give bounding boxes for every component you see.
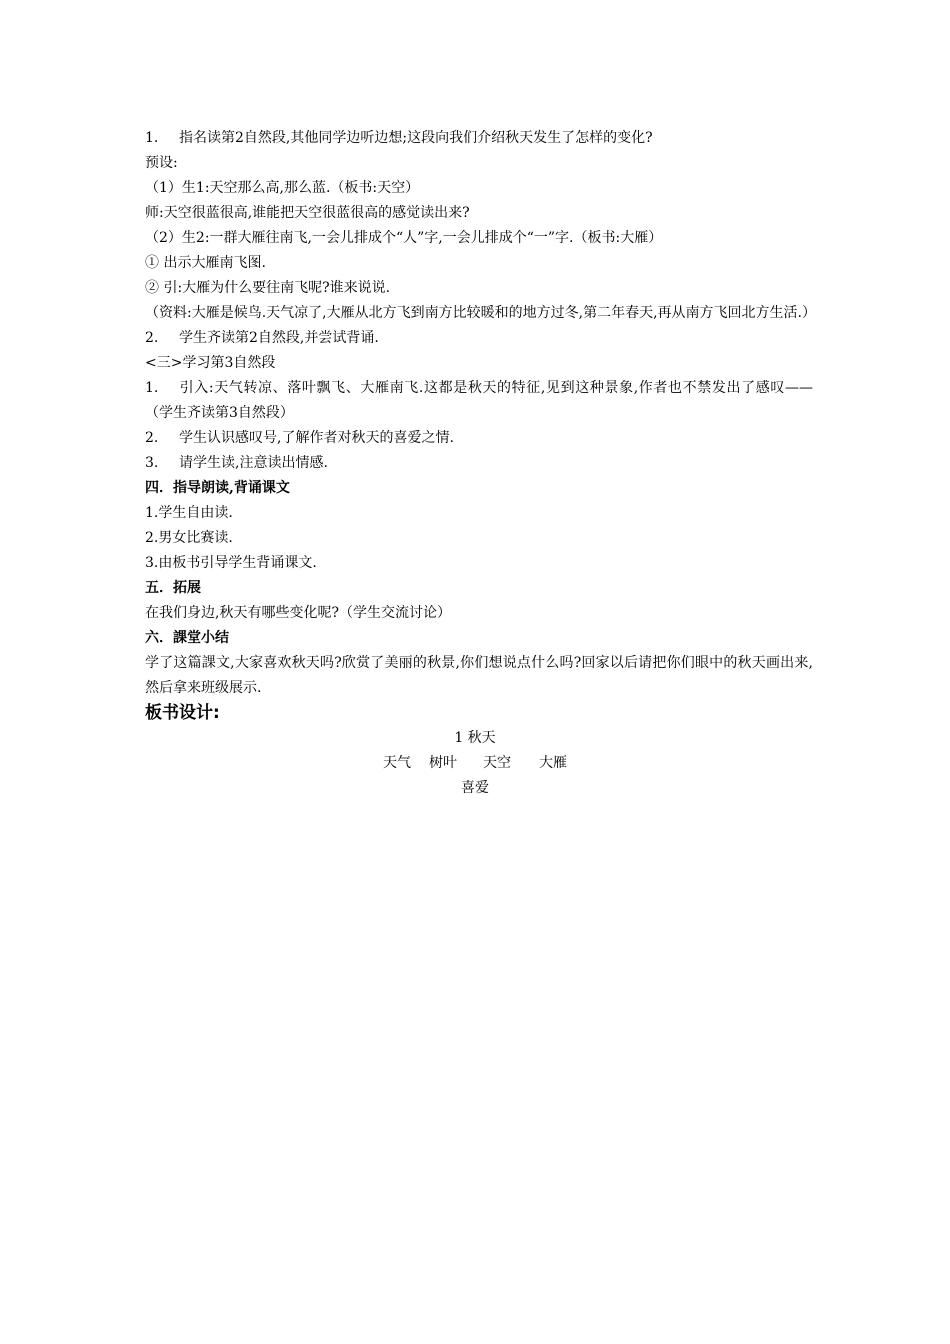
circled-step-1: ① 出示大雁南飞图. bbox=[145, 255, 266, 271]
board-lesson-title: 1 秋天 bbox=[454, 730, 496, 746]
item-number: 1. bbox=[145, 130, 159, 146]
item-number: 3. bbox=[145, 455, 159, 471]
circled-step-2: ② 引:大雁为什么要往南飞呢?谁来说说. bbox=[145, 280, 391, 296]
item-text: 引入:天气转凉、落叶飘飞、大雁南飞.这都是秋天的特征,见到这种景象,作者也不禁发出了感叹——（学生齐读第3自然段） bbox=[145, 380, 813, 421]
section-five-text: 在我们身边,秋天有哪些变化呢?（学生交流讨论） bbox=[145, 605, 451, 621]
item-text: 学生认识感叹号,了解作者对秋天的喜爱之情. bbox=[179, 430, 454, 446]
item-read-paragraph-2 bbox=[145, 126, 813, 151]
item-exclamation-mark bbox=[145, 426, 813, 451]
board-keywords bbox=[145, 751, 805, 776]
section-four-item-2: 2.男女比赛读. bbox=[145, 530, 233, 546]
document-page bbox=[145, 126, 816, 801]
board-keyword-geese: 大雁 bbox=[539, 755, 567, 771]
section-five-heading: 五．拓展 bbox=[145, 580, 201, 596]
section-six-text: 学了这篇課文,大家喜欢秋天吗?欣赏了美丽的秋景,你们想说点什么吗?回家以后请把你们眼中的秋天画出来,然后拿来班级展示. bbox=[145, 655, 813, 696]
preset-answer-2: （2）生2:一群大雁往南飞,一会儿排成个“人”字,一会儿排成个“一”字.（板书:大雁） bbox=[145, 230, 663, 246]
board-keyword-sky: 天空 bbox=[483, 755, 511, 771]
board-keyword-leaves: 树叶 bbox=[429, 755, 457, 771]
item-read-with-emotion bbox=[145, 451, 813, 476]
preset-answer-1: （1）生1:天空那么高,那么蓝.（板书:天空） bbox=[145, 180, 420, 196]
item-number: 2. bbox=[145, 330, 159, 346]
section-three-heading: <三>学习第3自然段 bbox=[145, 355, 276, 371]
item-number: 1. bbox=[145, 380, 159, 396]
teacher-prompt: 师:天空很蓝很高,谁能把天空很蓝很高的感觉读出来? bbox=[145, 205, 470, 221]
item-text: 学生齐读第2自然段,并尝试背诵. bbox=[179, 330, 379, 346]
board-keyword-weather: 天气 bbox=[383, 755, 411, 771]
board-bottom-word: 喜爱 bbox=[461, 780, 489, 796]
section-four-heading: 四．指导朗读,背诵课文 bbox=[145, 480, 290, 496]
section-six-heading: 六．課堂小结 bbox=[145, 630, 229, 646]
board-design-title: 板书设计: bbox=[145, 703, 220, 723]
preset-label: 预设: bbox=[145, 155, 178, 171]
item-introduction bbox=[145, 376, 813, 426]
section-four-item-1: 1.学生自由读. bbox=[145, 505, 233, 521]
item-text: 指名读第2自然段,其他同学边听边想;这段向我们介绍秋天发生了怎样的变化? bbox=[179, 130, 653, 146]
item-number: 2. bbox=[145, 430, 159, 446]
material-note: （资料:大雁是候鸟.天气凉了,大雁从北方飞到南方比较暖和的地方过冬,第二年春天,再从南方飞回北方生活.） bbox=[145, 305, 816, 321]
item-group-reading bbox=[145, 326, 813, 351]
section-four-item-3: 3.由板书引导学生背诵课文. bbox=[145, 555, 317, 571]
item-text: 请学生读,注意读出情感. bbox=[179, 455, 328, 471]
